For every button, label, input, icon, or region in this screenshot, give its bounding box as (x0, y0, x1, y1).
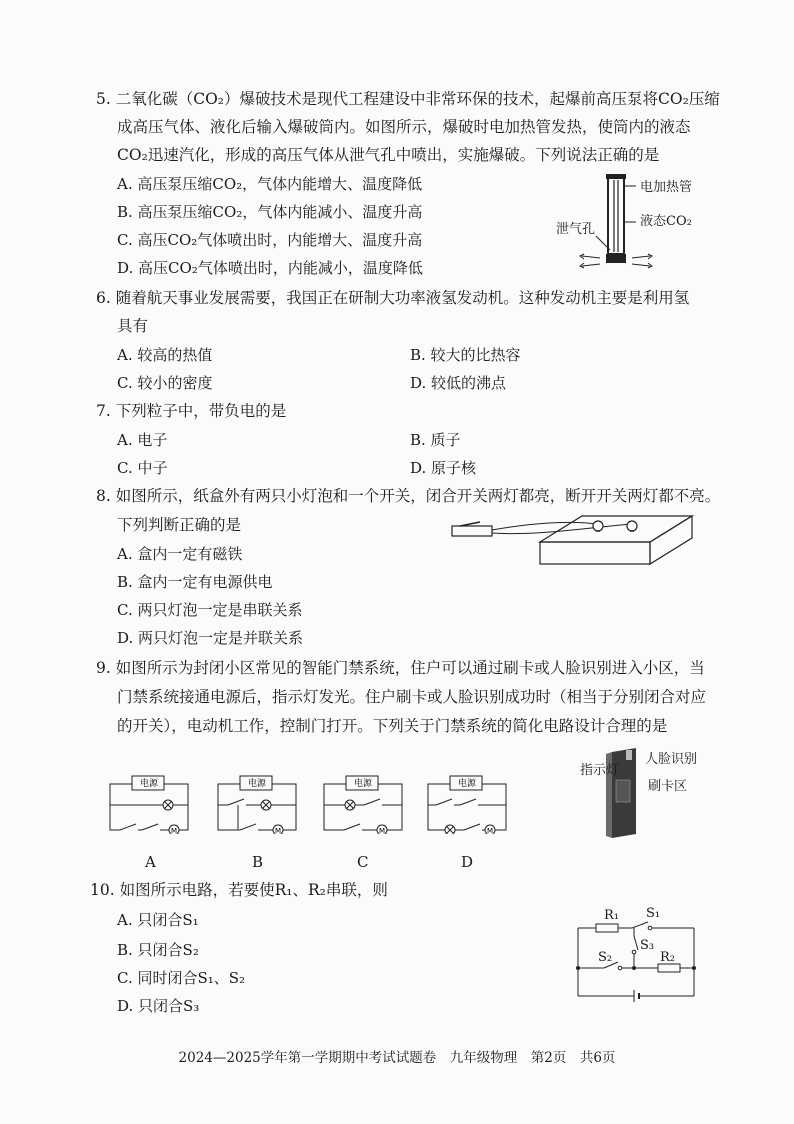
q9-line-2: 门禁系统接通电源后，指示灯发光。住户刷卡或人脸识别成功时（相当于分别闭合对应 (117, 688, 707, 706)
q8-line-2: 下列判断正确的是 (117, 516, 242, 534)
q7-option-c: C. 中子 (117, 459, 168, 477)
q8-option-c: C. 两只灯泡一定是串联关系 (117, 601, 303, 619)
q5-label-liquid-co2: 液态CO₂ (640, 214, 692, 229)
q7-option-d: D. 原子核 (410, 459, 477, 477)
q5-line-3: CO₂迅速汽化，形成的高压气体从泄气孔中喷出，实施爆破。下列说法正确的是 (117, 146, 660, 164)
q7-line-1: 7. 下列粒子中，带负电的是 (96, 402, 287, 420)
q9-label-indicator: 指示灯 (580, 763, 620, 778)
page-footer: 2024—2025学年第一学期期中考试试题卷 九年级物理 第2页 共6页 (178, 1050, 616, 1066)
q10-option-c: C. 同时闭合S₁、S₂ (117, 969, 246, 987)
q5-line-1: 5. 二氧化碳（CO₂）爆破技术是现代工程建设中非常环保的技术，起爆前高压泵将CO₂压缩 (96, 90, 720, 108)
svg-text:M: M (275, 827, 282, 834)
q9-b-power-label: 电源 (248, 779, 267, 789)
q9-label-d: D (461, 853, 474, 871)
q9-c-power-label: 电源 (354, 779, 373, 789)
q9-label-b: B (252, 853, 264, 871)
q5-option-d: D. 高压CO₂气体喷出时，内能减小，温度降低 (117, 259, 423, 277)
q7-option-b: B. 质子 (410, 431, 461, 449)
svg-text:M: M (171, 827, 178, 834)
q5-option-c: C. 高压CO₂气体喷出时，内能增大、温度升高 (117, 231, 423, 249)
q10-circuit-figure (568, 904, 704, 1002)
q10-label-s1: S₁ (646, 906, 661, 921)
q10-label-r2: R₂ (660, 950, 675, 965)
q9-label-face-recognition: 人脸识别 (645, 752, 698, 767)
q6-option-b: B. 较大的比热容 (410, 346, 521, 364)
q5-label-vent: 泄气孔 (556, 222, 596, 237)
q7-option-a: A. 电子 (117, 431, 168, 449)
q6-option-a: A. 较高的热值 (117, 346, 213, 364)
q9-circuit-d (424, 772, 512, 834)
q10-label-r1: R₁ (604, 908, 619, 923)
q9-circuit-b (214, 772, 302, 834)
q8-box-figure (446, 510, 700, 570)
q9-a-power-label: 电源 (140, 779, 159, 789)
q9-label-a: A (145, 853, 156, 871)
q10-label-s3: S₃ (640, 938, 655, 953)
q6-line-2: 具有 (117, 317, 149, 335)
q8-option-d: D. 两只灯泡一定是并联关系 (117, 629, 304, 647)
q9-d-power-label: 电源 (458, 779, 477, 789)
q10-option-d: D. 只闭合S₃ (117, 997, 200, 1015)
q5-option-b: B. 高压泵压缩CO₂，气体内能减小、温度升高 (117, 203, 423, 221)
q5-line-2: 成高压气体、液化后输入爆破筒内。如图所示，爆破时电加热管发热，使筒内的液态 (117, 118, 691, 136)
q9-label-c: C (357, 853, 369, 871)
q8-option-a: A. 盒内一定有磁铁 (117, 545, 243, 563)
q9-line-3: 的开关），电动机工作，控制门打开。下列关于门禁系统的简化电路设计合理的是 (117, 717, 668, 735)
q9-label-card-area: 刷卡区 (648, 779, 688, 794)
q5-label-heater: 电加热管 (640, 180, 693, 195)
q10-line-1: 10. 如图所示电路，若要使R₁、R₂串联，则 (90, 881, 388, 899)
svg-text:M: M (379, 827, 386, 834)
q9-circuit-a (106, 772, 194, 834)
q10-option-b: B. 只闭合S₂ (117, 941, 199, 959)
q10-option-a: A. 只闭合S₁ (117, 911, 199, 929)
q8-option-b: B. 盒内一定有电源供电 (117, 573, 273, 591)
q6-option-c: C. 较小的密度 (117, 374, 213, 392)
q9-line-1: 9. 如图所示为封闭小区常见的智能门禁系统，住户可以通过刷卡或人脸识别进入小区，当 (96, 659, 705, 677)
q9-circuit-c (320, 772, 408, 834)
q10-label-s2: S₂ (598, 950, 613, 965)
q8-line-1: 8. 如图所示，纸盒外有两只小灯泡和一个开关，闭合开关两灯都亮，断开开关两灯都不亮。 (96, 487, 721, 505)
q6-option-d: D. 较低的沸点 (410, 374, 507, 392)
q6-line-1: 6. 随着航天事业发展需要，我国正在研制大功率液氢发动机。这种发动机主要是利用氢 (96, 289, 690, 307)
svg-text:M: M (487, 827, 494, 834)
q5-option-a: A. 高压泵压缩CO₂，气体内能增大、温度降低 (117, 175, 423, 193)
